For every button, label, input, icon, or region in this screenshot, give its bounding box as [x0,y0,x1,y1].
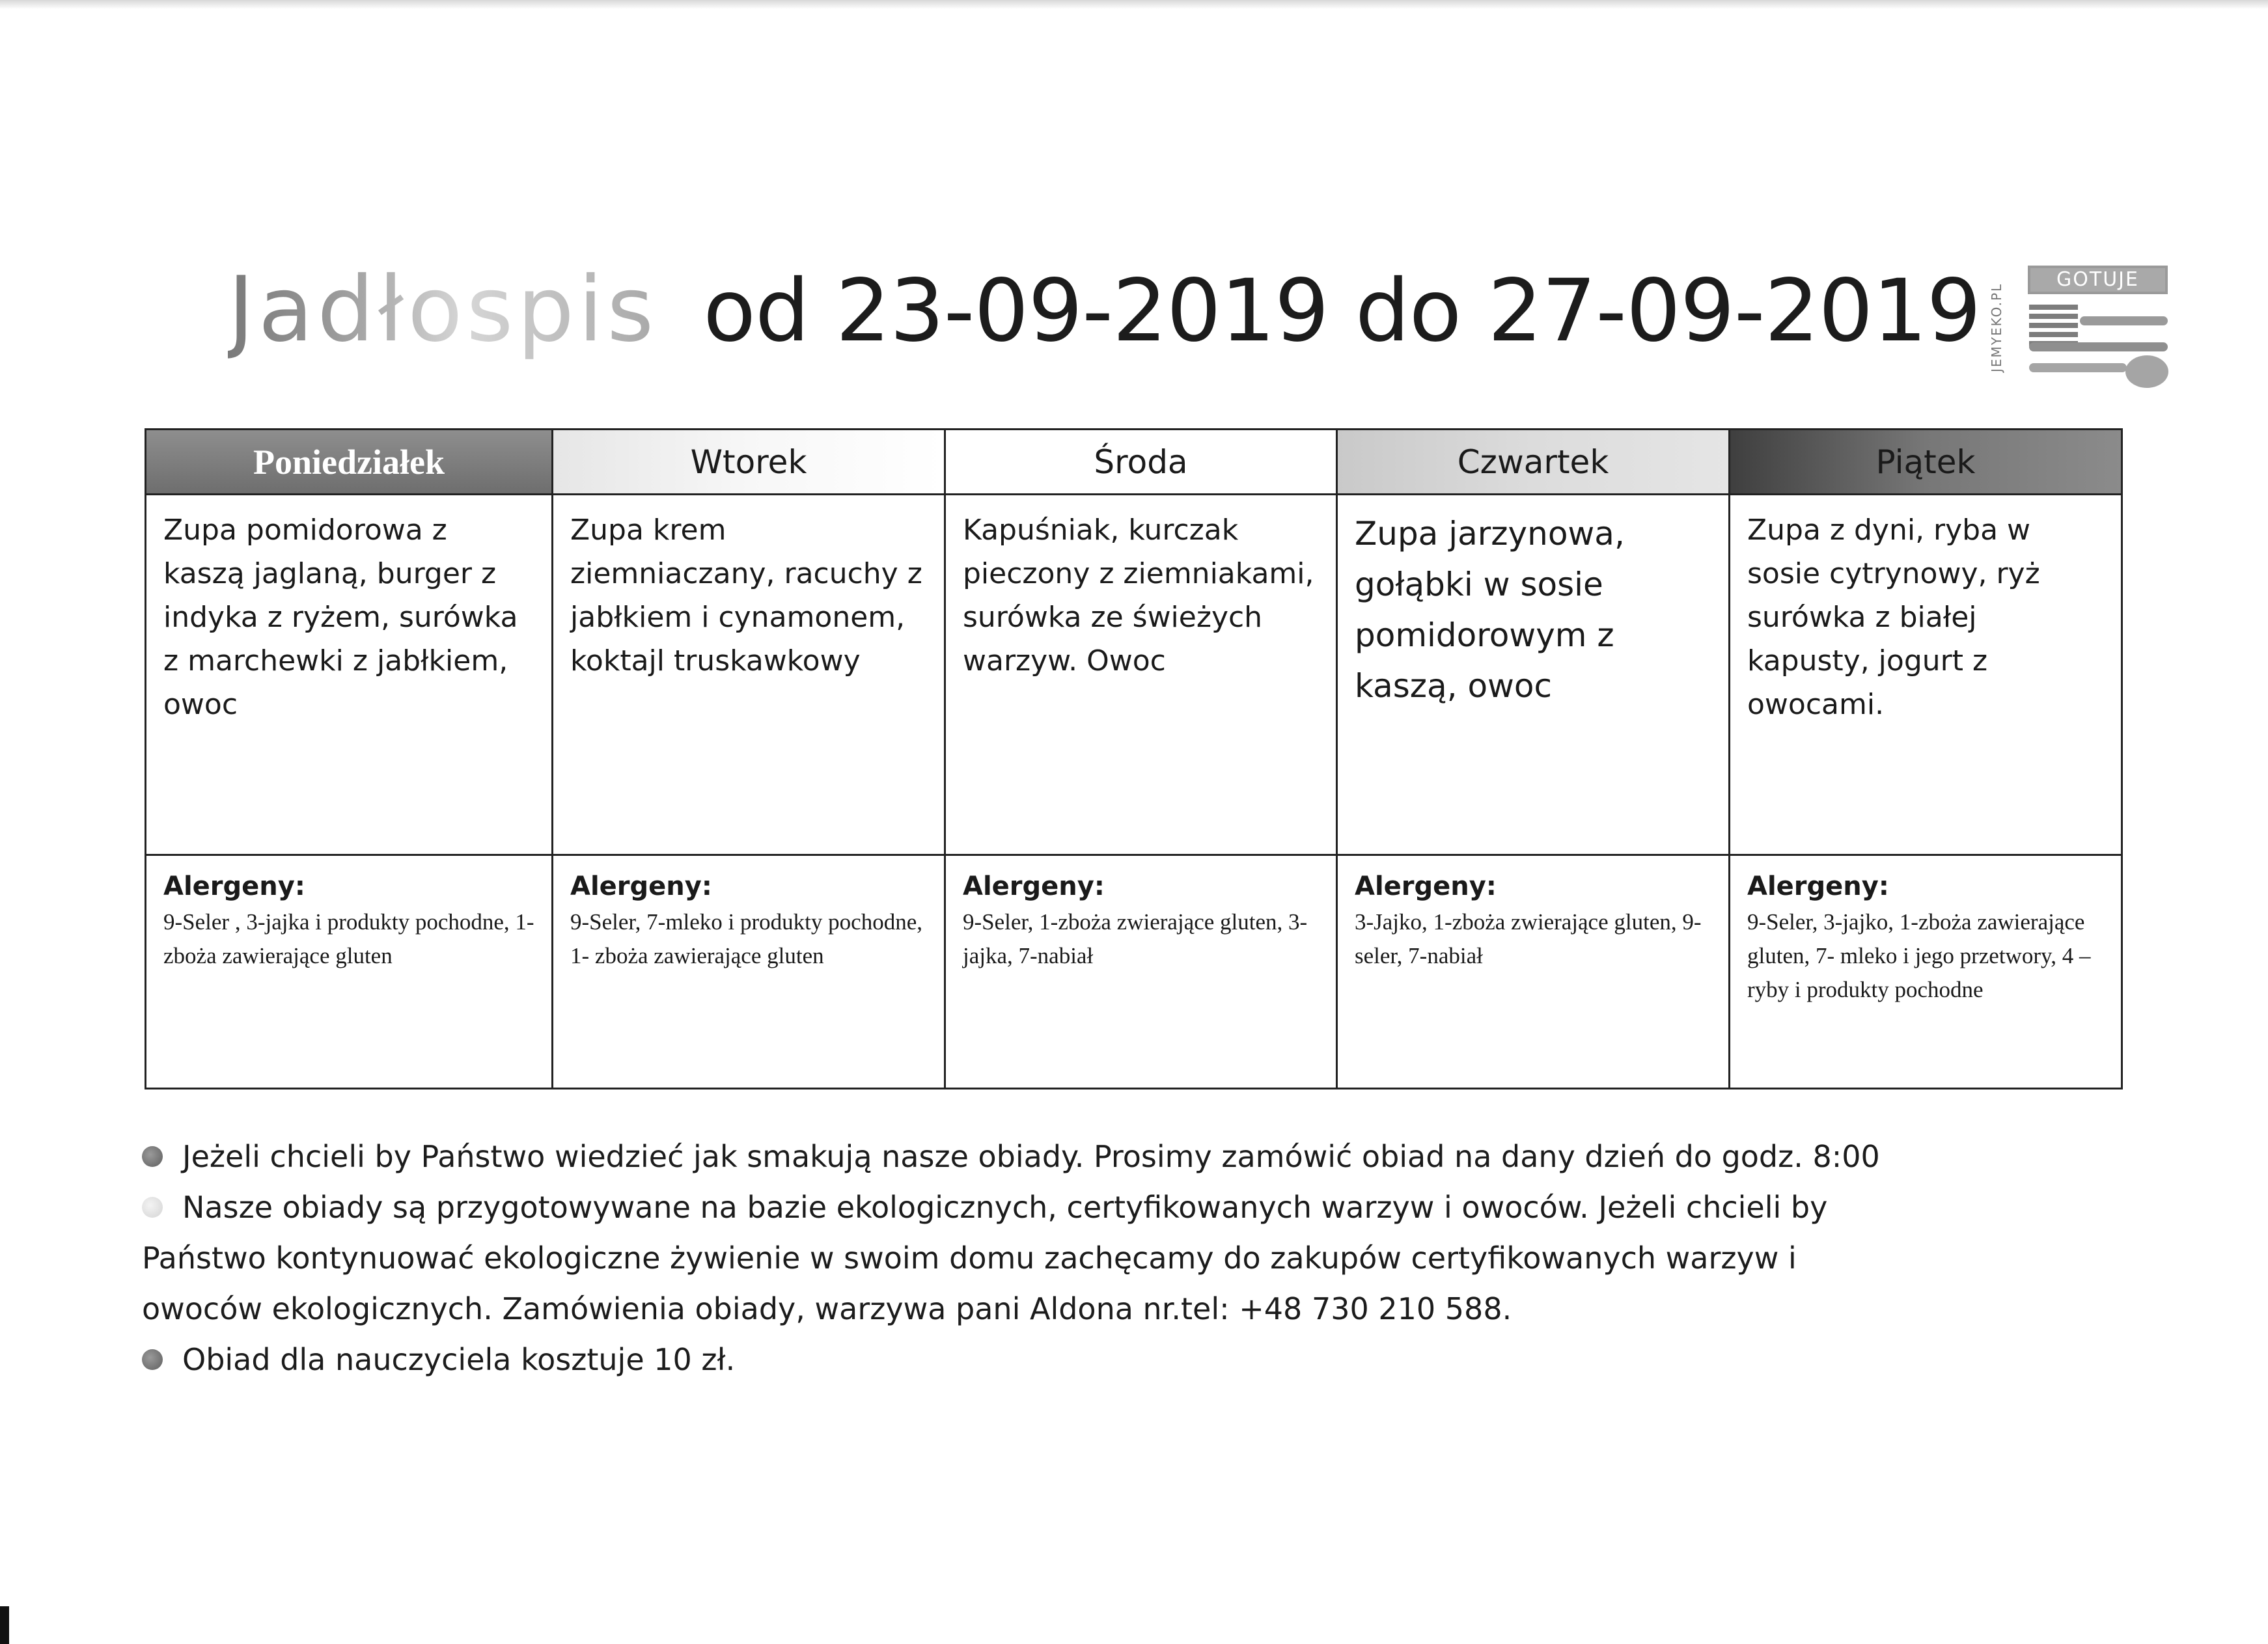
note-ecological-text-1: Nasze obiady są przygotowywane na bazie ekologicznych, certyfikowanych warzyw i owoców. Jeżeli chcieli by [182,1190,1828,1225]
allergens-text: 9-Seler, 7-mleko i produkty pochodne, 1- zboża zawierające gluten [570,909,922,968]
day-header-thursday: Czwartek [1338,430,1730,495]
note-teacher-price-text: Obiad dla nauczyciela kosztuje 10 zł. [182,1342,736,1377]
note-teacher-price [142,1334,2134,1385]
logo-bar [2029,363,2127,372]
spoon-icon [2125,355,2168,388]
note-order-text: Jeżeli chcieli by Państwo wiedzieć jak smakują nasze obiady. Prosimy zamówić obiad na dany dzień do godz. 8:00 [182,1139,1880,1174]
logo-bar [2029,342,2168,351]
dish-thursday: Zupa jarzynowa, gołąbki w sosie pomidorowym z kaszą, owoc [1338,495,1730,856]
bullet-icon [142,1146,163,1167]
menu-table [145,428,2123,1089]
allergens-label: Alergeny: [1355,871,1497,901]
note-ecological-cont [142,1283,2134,1334]
dish-wednesday: Kapuśniak, kurczak pieczony z ziemniakami, surówka ze świeżych warzyw. Owoc [946,495,1338,856]
logo-bar [2080,316,2168,325]
allergens-text: 3-Jajko, 1-zboża zwierające gluten, 9-seler, 7-nabiał [1355,909,1702,968]
allergens-label: Alergeny: [963,871,1105,901]
note-ecological-cont [142,1233,2134,1283]
bullet-icon [142,1197,163,1218]
day-header-tuesday: Wtorek [553,430,946,495]
page-title [228,257,1980,374]
note-order [142,1131,2134,1182]
logo-badge: GOTUJE [2028,266,2168,294]
allergens-wednesday [946,856,1338,1088]
day-header-wednesday: Środa [946,430,1338,495]
allergens-label: Alergeny: [1747,871,1889,901]
allergens-monday [146,856,553,1088]
allergens-label: Alergeny: [570,871,712,901]
allergens-friday [1730,856,2121,1088]
logo-side-text: JEMYEKO.PL [1989,282,2004,372]
bullet-icon [142,1349,163,1370]
scan-top-shadow [0,0,2268,9]
note-ecological [142,1182,2134,1233]
title-word: Jadłospis [228,257,658,362]
allergens-text: 9-Seler, 3-jajko, 1-zboża zawierające gluten, 7- mleko i jego przetwory, 4 – ryby i produkty pochodne [1747,909,2091,1002]
allergens-thursday [1338,856,1730,1088]
allergens-tuesday [553,856,946,1088]
allergens-label: Alergeny: [163,871,305,901]
dish-tuesday: Zupa krem ziemniaczany, racuchy z jabłkiem i cynamonem, koktajl truskawkowy [553,495,946,856]
dish-friday: Zupa z dyni, ryba w sosie cytrynowy, ryż surówka z białej kapusty, jogurt z owocami. [1730,495,2121,856]
notes-section [142,1131,2134,1385]
scan-edge-mark [0,1606,9,1644]
note-ecological-text-3: owoców ekologicznych. Zamówienia obiady, warzywa pani Aldona nr.tel: +48 730 210 588. [142,1291,1512,1326]
logo [1989,266,2139,389]
day-header-friday: Piątek [1730,430,2121,495]
title-date-range: od 23-09-2019 do 27-09-2019 [703,261,1981,361]
allergens-text: 9-Seler, 1-zboża zwierające gluten, 3-jajka, 7-nabiał [963,909,1308,968]
day-header-monday: Poniedziałek [146,430,553,495]
dish-monday: Zupa pomidorowa z kaszą jaglaną, burger z indyka z ryżem, surówka z marchewki z jabłkiem, owoc [146,495,553,856]
note-ecological-text-2: Państwo kontynuować ekologiczne żywienie w swoim domu zachęcamy do zakupów certyfikowanych warzyw i [142,1240,1797,1276]
allergens-text: 9-Seler , 3-jajka i produkty pochodne, 1- zboża zawierające gluten [163,909,534,968]
